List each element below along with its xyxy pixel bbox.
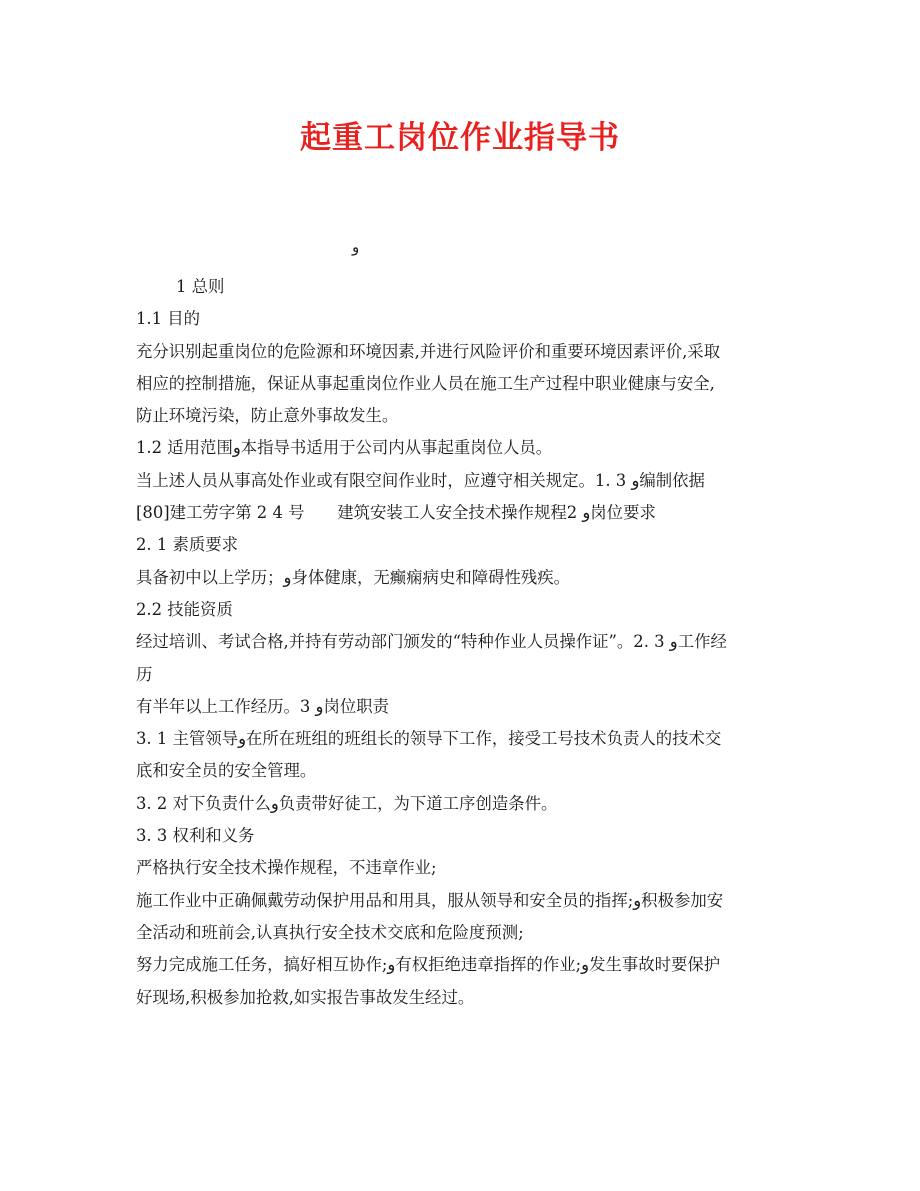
paragraph-line: 具备初中以上学历；و身体健康，无癫痫病史和障碍性残疾。 <box>136 567 571 587</box>
paragraph-line: 努力完成施工任务，搞好相互协作;و有权拒绝违章指挥的作业;و发生事故时要保护 <box>136 955 721 975</box>
paragraph-line: 施工作业中正确佩戴劳动保护用品和用具，服从领导和安全员的指挥;و积极参加安 <box>136 890 724 910</box>
paragraph-line: 全活动和班前会,认真执行安全技术交底和危险度预测; <box>136 922 524 942</box>
paragraph-line: 防止环境污染，防止意外事故发生。 <box>136 406 399 426</box>
paragraph-line: 底和安全员的安全管理。 <box>136 761 317 781</box>
paragraph-line: 1.2 适用范围و本指导书适用于公司内从事起重岗位人员。 <box>136 438 553 458</box>
document-title: 起重工岗位作业指导书 <box>300 120 620 156</box>
subsection-heading-rights: 3. 3 权利和义务 <box>136 826 255 846</box>
paragraph-line: 严格执行安全技术操作规程，不违章作业; <box>136 858 437 878</box>
paragraph-line: [80]建工劳字第 2 4 号 建筑安装工人安全技术操作规程2 و岗位要求 <box>136 503 656 523</box>
paragraph-line: 相应的控制措施，保证从事起重岗位作业人员在施工生产过程中职业健康与安全, <box>136 373 715 393</box>
subsection-heading-skills: 2.2 技能资质 <box>136 599 233 619</box>
paragraph-line: 3. 1 主管领导و在所在班组的班组长的领导下工作，接受工号技术负责人的技术交 <box>136 729 722 749</box>
document-body <box>136 271 788 1014</box>
paragraph-line: 充分识别起重岗位的危险源和环境因素,并进行风险评价和重要环境因素评价,采取 <box>136 341 721 361</box>
section-heading-general: 1 总则 <box>176 277 225 296</box>
subsection-heading-purpose: 1.1 目的 <box>136 309 201 329</box>
paragraph-line: 好现场,积极参加抢救,如实报告事故发生经过。 <box>136 987 475 1007</box>
paragraph-line: 3. 2 对下负责什么و负责带好徒工，为下道工序创造条件。 <box>136 793 558 813</box>
paragraph-line: 经过培训、考试合格,并持有劳动部门颁发的“特种作业人员操作证”。2. 3 و工作经 <box>136 632 727 652</box>
paragraph-line: 当上述人员从事高处作业或有限空间作业时，应遵守相关规定。1. 3 و编制依据 <box>136 470 705 490</box>
subsection-heading-quality: 2. 1 素质要求 <box>136 535 239 555</box>
stray-mark: و <box>352 238 360 256</box>
paragraph-line: 有半年以上工作经历。3 و岗位职责 <box>136 696 390 716</box>
paragraph-line: 历 <box>136 664 153 684</box>
